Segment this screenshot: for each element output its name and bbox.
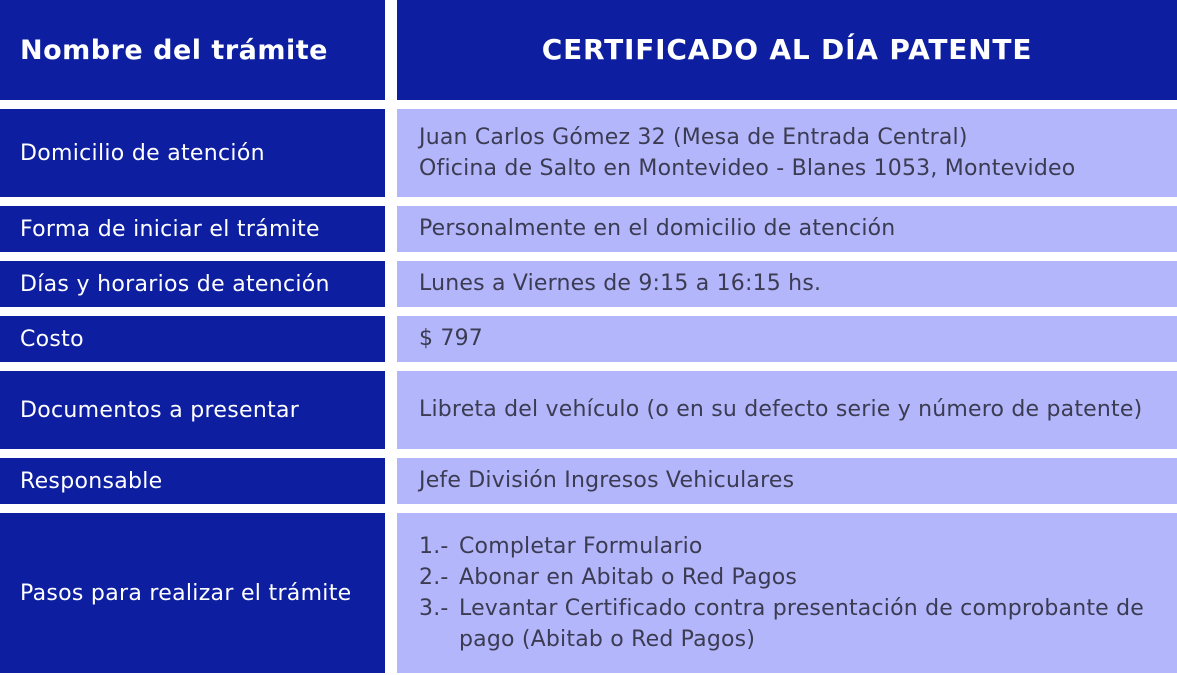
row-value-cell bbox=[397, 513, 1177, 673]
row-label-schedule: Días y horarios de atención bbox=[20, 271, 330, 297]
header-label: Nombre del trámite bbox=[20, 34, 328, 66]
header-label-cell bbox=[0, 0, 385, 100]
row-label-start-method: Forma de iniciar el trámite bbox=[20, 216, 320, 242]
row-label-cell bbox=[0, 261, 385, 307]
row-value-cell bbox=[397, 371, 1177, 449]
row-label-cell bbox=[0, 371, 385, 449]
step-text: Abonar en Abitab o Red Pagos bbox=[459, 564, 798, 590]
step-text: Levantar Certificado contra presentación de comprobante de pago (Abitab o Red Pagos) bbox=[459, 596, 1144, 653]
step-item bbox=[419, 531, 1177, 562]
row-value-cell bbox=[397, 316, 1177, 362]
start-method-value: Personalmente en el domicilio de atención bbox=[419, 216, 896, 242]
row-value-cell bbox=[397, 109, 1177, 197]
step-number: 1.- bbox=[419, 533, 449, 559]
row-label-steps: Pasos para realizar el trámite bbox=[20, 580, 352, 606]
row-label-cell bbox=[0, 458, 385, 504]
schedule-value: Lunes a Viernes de 9:15 a 16:15 hs. bbox=[419, 271, 822, 297]
step-number: 3.- bbox=[419, 596, 449, 621]
procedure-title: CERTIFICADO AL DÍA PATENTE bbox=[541, 33, 1033, 67]
row-label-responsible: Responsable bbox=[20, 468, 163, 494]
step-text: Completar Formulario bbox=[459, 533, 703, 559]
step-item bbox=[419, 593, 1177, 655]
row-value-cell bbox=[397, 458, 1177, 504]
step-item bbox=[419, 562, 1177, 593]
row-label-documents: Documentos a presentar bbox=[20, 397, 300, 423]
row-label-cell bbox=[0, 513, 385, 673]
header-title-cell bbox=[397, 0, 1177, 100]
responsible-value: Jefe División Ingresos Vehiculares bbox=[419, 468, 795, 494]
row-label-address: Domicilio de atención bbox=[20, 140, 265, 166]
row-value-cell bbox=[397, 261, 1177, 307]
step-number: 2.- bbox=[419, 564, 449, 590]
address-line: Juan Carlos Gómez 32 (Mesa de Entrada Central) bbox=[419, 124, 968, 150]
row-label-cost: Costo bbox=[20, 326, 84, 352]
row-label-cell bbox=[0, 316, 385, 362]
address-line: Oficina de Salto en Montevideo - Blanes 1053, Montevideo bbox=[419, 156, 1076, 181]
cost-value: $ 797 bbox=[419, 326, 483, 352]
documents-value: Libreta del vehículo (o en su defecto serie y número de patente) bbox=[419, 397, 1143, 423]
row-label-cell bbox=[0, 109, 385, 197]
row-label-cell bbox=[0, 206, 385, 252]
row-value-cell bbox=[397, 206, 1177, 252]
